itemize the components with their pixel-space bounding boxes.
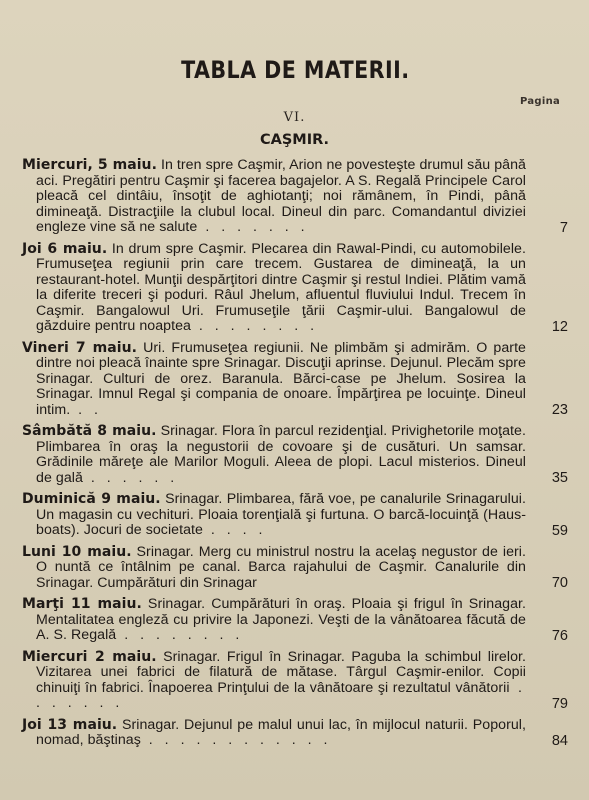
toc-entry [22, 648, 568, 713]
toc-entry-page-number: 59 [551, 522, 568, 539]
toc-entry-description: Srinagar. Merg cu ministrul nostru la acelaş negustor de ieri. O nuntă ce întâlnim pe canal. Barca rajahului de Caşmir. Canalurile din Srinagar. Cumpărături din Srinagar [36, 543, 526, 591]
toc-entry-day: Vineri 7 maiu. [22, 339, 138, 356]
toc-entry-description: Srinagar. Dejunul pe malul unui lac, în mijlocul naturii. Poporul, nomad, băştinaş [36, 716, 527, 748]
toc-entry-leader-dots: . . . . . . . [36, 679, 526, 711]
toc-entry-leader-dots: . . . . . . . . [116, 627, 244, 643]
toc-entry-leader-dots: . . . . . . . [197, 219, 309, 235]
toc-entry-text [22, 158, 526, 236]
toc-entry-day: Duminică 9 maiu. [22, 491, 161, 507]
toc-entry-description: Srinagar. Plimbarea, fără voe, pe canalurile Srinagarului. Un magasin cu vechituri. Ploaia torenţială şi furtuna. O barcă-locuinţă (Haus-boats). Jocuri de societate [36, 491, 526, 538]
toc-entry-page-number: 35 [551, 470, 568, 486]
toc-entry-page-number: 7 [559, 219, 568, 236]
part-number: VI. [283, 110, 306, 125]
toc-entry-text [22, 242, 526, 335]
toc-entry-text [22, 597, 526, 644]
section-title: CAŞMIR. [259, 132, 330, 148]
toc-entry-description: Srinagar. Frigul în Srinagar. Paguba la schimbul lirelor. Vizitarea unei fabrici de filatură de mătase. Târgul Caşmir-enilor. Copii chinuiţi în fabrici. Înapoerea Prinţului de la vânătoare şi rezultatul vânătorii [36, 648, 526, 696]
toc-entry [22, 240, 568, 336]
toc-entries [22, 157, 568, 755]
toc-entry-day: Joi 13 maiu. [22, 716, 118, 733]
toc-entry-description: Srinagar. Cumpărături în oraş. Ploaia şi frigul în Srinagar. Mentalitatea engleză cu privire la Japonezi. Veşti de la vânătoarea făcută de A. S. Regală [36, 596, 527, 643]
toc-entry-day: Marţi 11 maiu. [22, 596, 142, 612]
toc-entry-leader-dots: . . . . . . . . . . . . [140, 732, 332, 748]
toc-entry-day: Miercuri 2 maiu. [22, 648, 157, 665]
toc-entry-day: Sâmbătă 8 maiu. [22, 423, 157, 439]
toc-entry-description: Uri. Frumuseţea regiunii. Ne plimbăm şi admirăm. O parte dintre noi pleacă înainte spre Srinagar. Discuţii aprinse. Dejunul. Plecăm spre Srinagar. Culturi de orez. Baranula. Bărci-case pe Jhelum. Sosirea la Srinagar. Imnul Regal şi compania de onoare. Împărţirea pe locuinţe. Dineul intim. [36, 339, 526, 418]
toc-entry-day: Miercuri, 5 maiu. [22, 157, 157, 173]
pagina-column-label: Pagina [520, 96, 561, 107]
toc-entry [22, 596, 568, 645]
toc-entry-description: In tren spre Caşmir, Arion ne povesteşte drumul său până aci. Pregătiri pentru Caşmir şi facerea bagajelor. A S. Regală Principele Carol pleacă cel dintâiu, însoţit de aghiotanţi; noi rămânem, în Pindi, până dimineaţă. Distracţiile la clubul local. Dineul din parc. Comandantul diviziei engleze vine să ne salute [36, 157, 526, 235]
toc-entry-leader-dots: . . . . . . . . [190, 318, 319, 334]
toc-entry-leader-dots: . . . . [202, 522, 267, 538]
toc-entry-text [22, 424, 526, 486]
toc-entry-leader-dots: . . [70, 401, 102, 418]
toc-entry-page-number: 79 [551, 695, 568, 712]
toc-entry-text [22, 341, 526, 419]
toc-entry [22, 543, 568, 593]
toc-entry [22, 423, 568, 487]
toc-entry [22, 339, 568, 420]
toc-entry-page-number: 84 [551, 732, 568, 749]
toc-entry-page-number: 76 [551, 627, 568, 644]
toc-entry [22, 716, 568, 750]
toc-entry-text [22, 545, 526, 592]
toc-entry-text [22, 492, 526, 539]
toc-entry-page-number: 70 [551, 575, 568, 591]
toc-entry-description: Srinagar. Flora în parcul rezidenţial. Privighetorile moţate. Plimbarea în oraş la negustorii de covoare şi de cusături. Un samsar. Grădinile măreţe ale Marilor Moguli. Aleea de plopi. Lacul misterios. Dineul de gală [36, 423, 526, 486]
toc-entry-text [22, 718, 526, 749]
toc-entry-leader-dots: . . . . . . [82, 469, 179, 486]
toc-entry-day: Joi 6 maiu. [22, 240, 108, 257]
toc-entry [22, 157, 568, 237]
page-title: TABLA DE MATERII. [181, 56, 410, 84]
toc-entry-page-number: 23 [551, 402, 568, 418]
toc-entry-description: In drum spre Caşmir. Plecarea din Rawal-Pindi, cu automobilele. Frumuseţea regiunii prin care trecem. Gustarea de dimineaţă, la un restaurant-hotel. Munţii despărţitori dintre Caşmir şi restul Indiei. Plătim vamă la diferite treceri şi poduri. Râul Jhelum, afluentul fluviului Indul. Trecem în Caşmir. Bangalowul Uri. Frumuseţile ţării Caşmir-ului. Bangalowul de găzduire pentru noaptea [36, 240, 526, 334]
toc-entry [22, 491, 568, 540]
toc-entry-page-number: 12 [551, 318, 568, 335]
toc-entry-text [22, 650, 526, 712]
toc-entry-day: Luni 10 maiu. [22, 543, 132, 560]
